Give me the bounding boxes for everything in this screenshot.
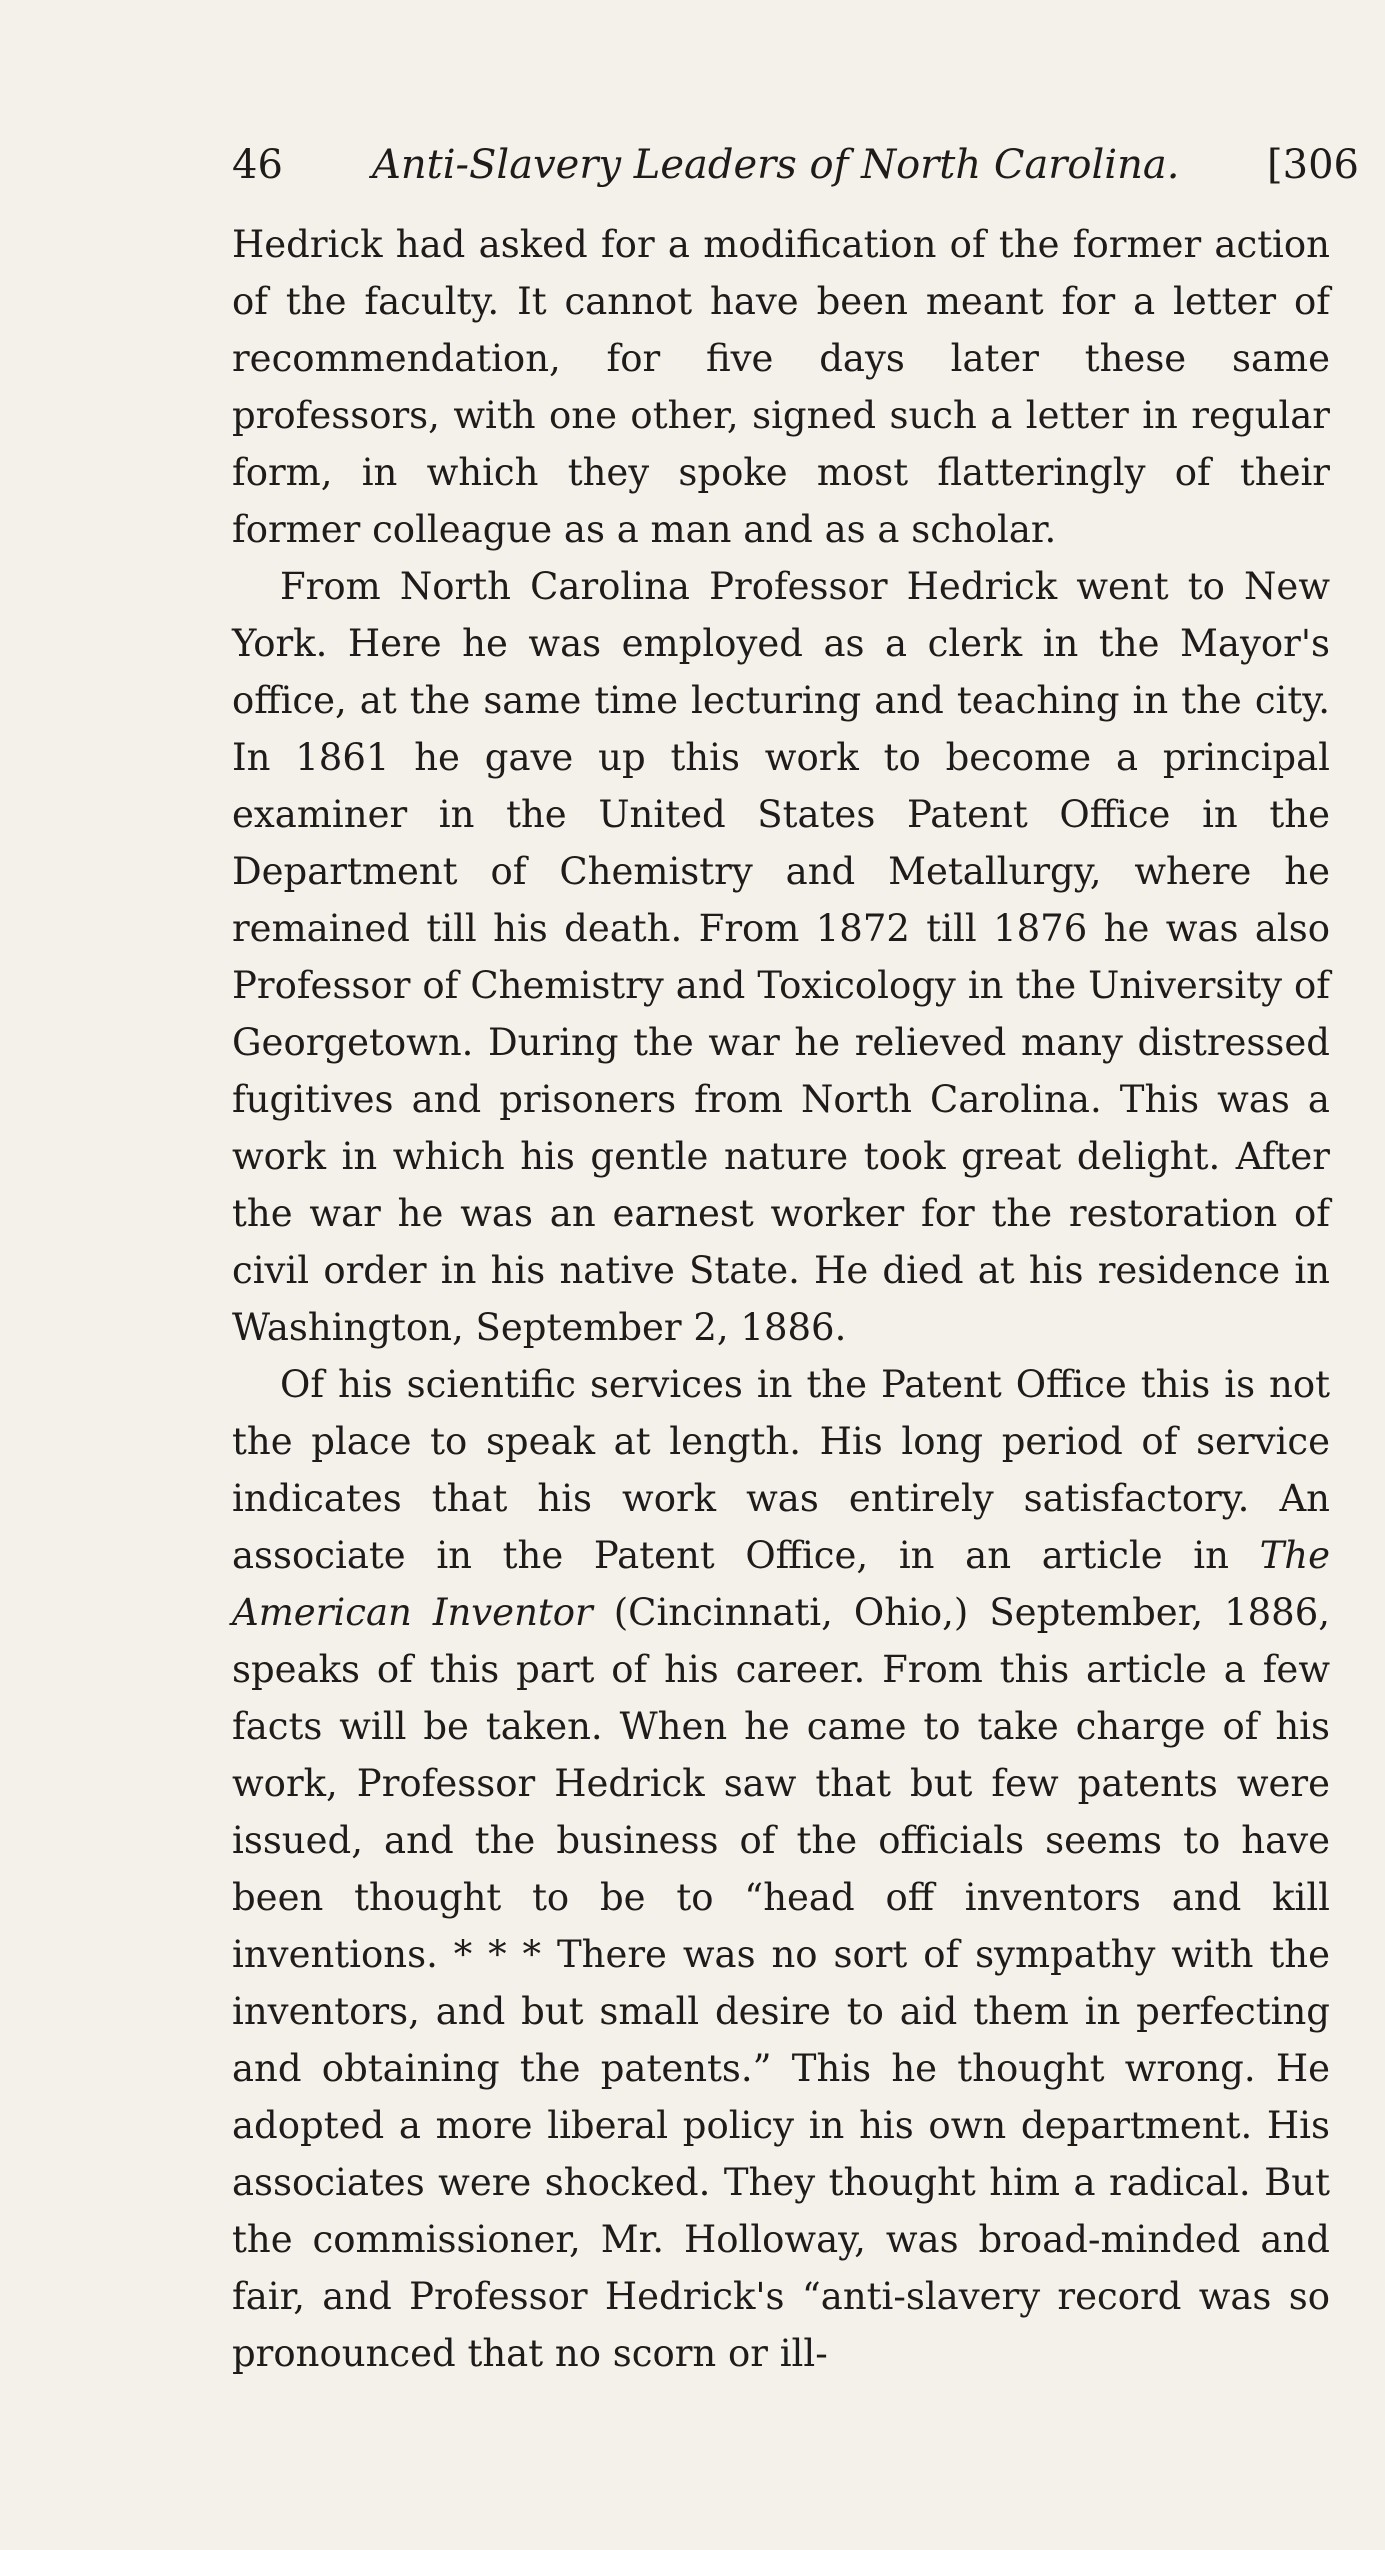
paragraph-2: From North Carolina Professor Hedrick went to New York. Here he was employed as a clerk in the Mayor's office, at the same time lecturing and teaching in the city. In 1861 he gave up this work to become a principal examiner in the United States Patent Office in the Department of Chemistry and Metallurgy, where he remained till his death. From 1872 till 1876 he was also Professor of Chemistry and Toxicology in the University of Georgetown. During the war he relieved many distressed fugitives and prisoners from North Carolina. This was a work in which his gentle nature took great delight. After the war he was an earnest worker for the restoration of civil order in his native State. He died at his residence in Washington, September 2, 1886. xyxy=(232,565,1330,1349)
paragraph-1: Hedrick had asked for a modification of the former action of the faculty. It cannot have been meant for a letter of recommendation, for five days later these same professors, with one other, signed such a letter in regular form, in which they spoke most flatteringly of their former colleague as a man and as a scholar. xyxy=(232,223,1330,551)
section-number: [306 xyxy=(1267,142,1359,188)
body-text xyxy=(232,216,1330,2382)
paragraph-3-text-after: (Cincinnati, Ohio,) September, 1886, speaks of this part of his career. From this article a few facts will be taken. When he came to take charge of his work, Professor Hedrick saw that but few patents were issued, and the business of the officials seems to have been thought to be to “head off inventors and kill inventions. * * * There was no sort of sympathy with the inventors, and but small desire to aid them in perfecting and obtaining the patents.” This he thought wrong. He adopted a more liberal policy in his own department. His associates were shocked. They thought him a radical. But the commissioner, Mr. Holloway, was broad-minded and fair, and Professor Hedrick's “anti-slavery record was so pronounced that no scorn or ill- xyxy=(232,1591,1330,2375)
page-number: 46 xyxy=(232,142,283,188)
paragraph-3-text-before: Of his scientific services in the Patent Office this is not the place to speak at length. His long period of service indicates that his work was entirely satisfactory. An associate in the Patent Office, in an article in xyxy=(232,1363,1330,1577)
page-header xyxy=(232,135,1377,195)
running-title: Anti-Slavery Leaders of North Carolina. xyxy=(372,142,1180,188)
publication-title: The American Inventor xyxy=(232,1534,1330,1634)
paragraph-3 xyxy=(232,1356,1330,2382)
